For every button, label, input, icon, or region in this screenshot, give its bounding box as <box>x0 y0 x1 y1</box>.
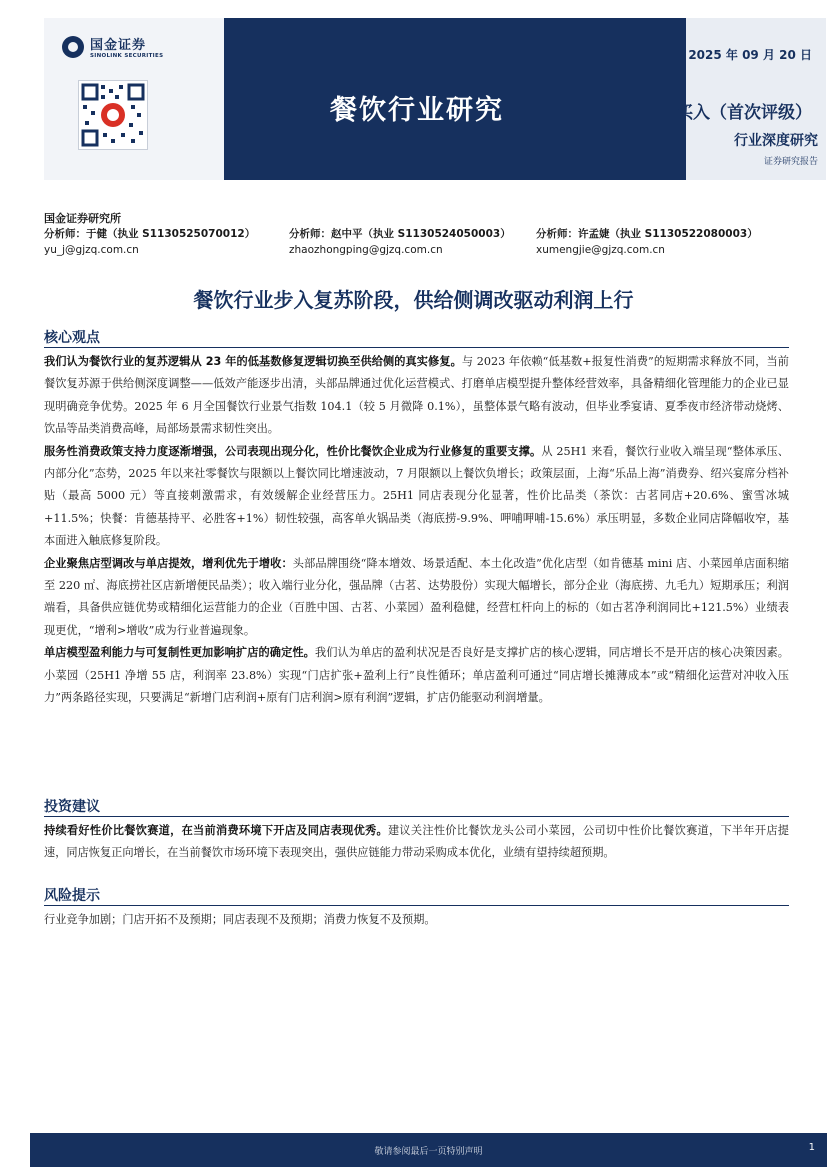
paragraph <box>44 351 789 441</box>
analyst-email[interactable]: xumengjie@gjzq.com.cn <box>536 244 665 256</box>
paragraph-text: 与 2023 年依赖“低基数+报复性消费”的短期需求释放不同，当前餐饮复苏源于供给侧深度调整——低效产能逐步出清，头部品牌通过优化运营模式、打磨单店模型提升整体经营效率，具备精细化管理能力的企业已显现明确竞争优势。2025 年 6 月全国餐饮行业景气指数 104.1（较 5 月微降 0.1%），虽整体景气略有波动，但毕业季宴请、夏季夜市经济带动烧烤、饮品等品类消费高峰，局部场景需求韧性突出。 <box>44 355 789 436</box>
company-logo <box>62 34 163 59</box>
research-institute: 国金证券研究所 <box>44 212 121 225</box>
page-number: 1 <box>808 1142 815 1153</box>
paragraph <box>44 909 789 931</box>
paragraph <box>44 441 789 553</box>
section-title: 投资建议 <box>44 799 100 815</box>
paragraph-text: 从 25H1 来看，餐饮行业收入端呈现“整体承压、内部分化”态势，2025 年以来社零餐饮与限额以上餐饮同比增速波动，7 月限额以上餐饮负增长；政策层面，上海“乐品上海”消费券、绍兴宴席分档补贴（最高 5000 元）等直接刺激需求，有效缓解企业经营压力。25H1 同店表现分化显著，性价比品类（茶饮：古茗同店+20.6%、蜜雪冰城+11.5%；快餐：肯德基持平、必胜客+1%）韧性较强，高客单火锅品类（海底捞-9.9%、呷哺呷哺-15.6%）承压明显，多数企业同店降幅收窄，基本面进入触底修复阶段。 <box>44 444 789 548</box>
section-title: 核心观点 <box>44 330 100 346</box>
paragraph-text: 行业竞争加剧；门店开拓不及预期；同店表现不及预期；消费力恢复不及预期。 <box>44 913 436 926</box>
report-banner <box>44 18 826 180</box>
paragraph-text: 头部品牌围绕“降本增效、场景适配、本土化改造”优化店型（如肯德基 mini 店、小菜园单店面积缩至 220 ㎡、海底捞社区店新增便民品类）；收入端行业分化，强品牌（古茗、达势股份）实现大幅增长，部分企业（海底捞、九毛九）短期承压；利润端看，具备供应链优势或精细化运营能力的企业（百胜中国、古茗、小菜园）盈利稳健，经营杠杆向上的标的（如古茗净利润同比+121.5%）业绩表现更优，“增利>增收”成为行业普遍现象。 <box>44 556 789 637</box>
analyst-3 <box>536 226 758 256</box>
analyst-2 <box>289 226 511 256</box>
analyst-name: 分析师：许孟婕（执业 S1130522080003） <box>536 228 758 240</box>
analyst-name: 分析师：赵中平（执业 S1130524050003） <box>289 228 511 240</box>
section-divider <box>44 347 789 348</box>
report-subtype: 证券研究报告 <box>763 157 818 167</box>
logo-mark-icon <box>62 36 84 58</box>
paragraph-text: 我们认为单店的盈利状况是否良好是支撑扩店的核心逻辑，同店增长不是开店的核心决策因素。小菜园（25H1 净增 55 店，利润率 23.8%）实现“门店扩张+盈利上行”良性循环；单店盈利可通过“同店增长摊薄成本”或“精细化运营对冲收入压力”两条路径实现，只要满足“新增门店利润+原有门店利润>原有利润”逻辑，扩店仍能驱动利润增量。 <box>44 646 789 705</box>
section-divider <box>44 816 789 817</box>
analyst-name: 分析师：于健（执业 S1130525070012） <box>44 228 256 240</box>
report-type: 行业深度研究 <box>734 133 818 149</box>
paragraph-lead: 持续看好性价比餐饮赛道，在当前消费环境下开店及同店表现优秀。 <box>44 824 388 837</box>
rating-badge: 买入（首次评级） <box>676 103 812 123</box>
analyst-email[interactable]: yu_j@gjzq.com.cn <box>44 244 139 256</box>
section-risk-warning <box>44 885 789 931</box>
paragraph-lead: 服务性消费政策支持力度逐渐增强，公司表现出现分化，性价比餐饮企业成为行业修复的重要支撑。 <box>44 444 542 458</box>
paragraph <box>44 642 789 709</box>
banner-title: 餐饮行业研究 <box>330 95 504 126</box>
logo-english-name: SINOLINK SECURITIES <box>90 53 164 59</box>
section-investment-advice <box>44 796 789 865</box>
banner-left-panel <box>44 18 224 180</box>
section-title: 风险提示 <box>44 888 100 904</box>
paragraph <box>44 553 789 643</box>
qr-code-icon <box>78 80 148 150</box>
section-core-views <box>44 327 789 710</box>
analyst-email[interactable]: zhaozhongping@gjzq.com.cn <box>289 244 443 256</box>
section-divider <box>44 905 789 906</box>
analyst-1 <box>44 226 255 256</box>
report-date: 2025 年 09 月 20 日 <box>688 48 812 62</box>
paragraph-lead: 单店模型盈利能力与可复制性更加影响扩店的确定性。 <box>44 646 315 660</box>
report-headline: 餐饮行业步入复苏阶段，供给侧调改驱动利润上行 <box>193 288 634 312</box>
paragraph-lead: 企业聚焦店型调改与单店提效，增利优先于增收： <box>44 556 293 570</box>
disclaimer-note: 敬请参阅最后一页特别声明 <box>374 1147 483 1157</box>
paragraph <box>44 820 789 865</box>
paragraph-text: 建议关注性价比餐饮龙头公司小菜园，公司切中性价比餐饮赛道，下半年开店提速，同店恢复正向增长，在当前餐饮市场环境下表现突出，强供应链能力带动采购成本优化，业绩有望持续超预期。 <box>44 824 789 860</box>
paragraph-lead: 我们认为餐饮行业的复苏逻辑从 23 年的低基数修复逻辑切换至供给侧的真实修复。 <box>44 355 462 368</box>
page-footer <box>30 1133 827 1167</box>
logo-chinese-name: 国金证券 <box>90 38 147 53</box>
